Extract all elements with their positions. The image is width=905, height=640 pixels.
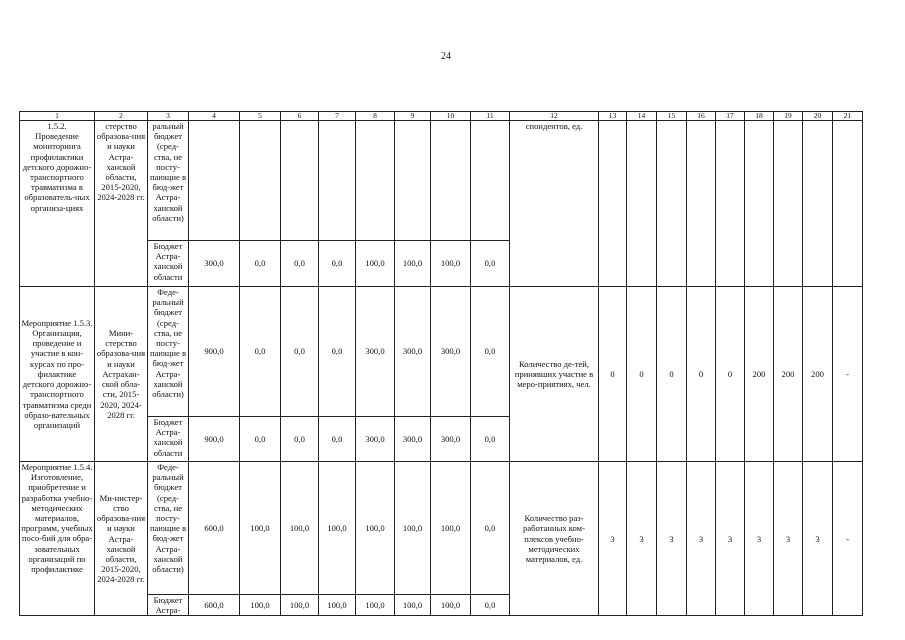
value-cell: 0,0 [471,462,510,595]
col-number: 5 [240,112,281,121]
indicator-value: 200 [745,287,774,462]
table-row [20,121,863,241]
indicator-value: 3 [774,462,803,616]
col-number: 20 [803,112,833,121]
value-cell: 100,0 [240,595,281,616]
table-row [20,287,863,417]
col-number: 1 [20,112,95,121]
indicator-value: 3 [599,462,627,616]
indicator-value: 3 [627,462,657,616]
col-number: 18 [745,112,774,121]
value-cell: 100,0 [281,595,319,616]
value-cell: 900,0 [189,287,240,417]
funding-source: Бюджет Астра- [148,595,189,616]
value-cell: 300,0 [431,417,471,462]
value-cell: 100,0 [431,462,471,595]
value-cell: 0,0 [240,417,281,462]
value-cell: 100,0 [356,241,395,287]
value-cell: 600,0 [189,462,240,595]
value-cell: 100,0 [356,462,395,595]
value-cell: 100,0 [356,595,395,616]
indicator-value: 0 [687,287,716,462]
value-cell: 100,0 [319,595,356,616]
funding-source: Феде-ральный бюджет (сред-ства, не посту-пающие в бюд-жет Астра-ханской области) [148,462,189,595]
value-cell: 100,0 [319,462,356,595]
indicator-value: 0 [657,287,687,462]
value-cell: 300,0 [356,417,395,462]
value-cell: 100,0 [395,595,431,616]
indicator-value: - [833,462,863,616]
col-number: 13 [599,112,627,121]
column-number-row [20,112,863,121]
value-cell: 100,0 [281,462,319,595]
table-row [20,462,863,595]
executor: Ми-нистер-ство образова-ния и науки Астра-ханской области, 2015-2020, 2024-2028 гг. [95,462,148,616]
indicator-name: спондентов, ед. [510,121,599,287]
funding-source: Бюджет Астра-ханской области [148,241,189,287]
col-number: 8 [356,112,395,121]
value-cell: 0,0 [240,287,281,417]
value-cell: 0,0 [281,241,319,287]
col-number: 12 [510,112,599,121]
col-number: 3 [148,112,189,121]
col-number: 7 [319,112,356,121]
indicator-value: 3 [687,462,716,616]
value-cell: 600,0 [189,595,240,616]
indicator-value: 3 [745,462,774,616]
indicator-value: 200 [803,287,833,462]
value-cell: 0,0 [281,287,319,417]
value-cell: 100,0 [240,462,281,595]
value-cell: 0,0 [319,417,356,462]
indicator-value: 0 [599,287,627,462]
col-number: 16 [687,112,716,121]
funding-source: Бюджет Астра-ханской области [148,417,189,462]
executor: Мини-стерство образова-ния и науки Астрахан-ской обла-сти, 2015-2020, 2024-2028 гг. [95,287,148,462]
col-number: 4 [189,112,240,121]
page-number: 24 [441,51,451,62]
value-cell: 0,0 [471,417,510,462]
event-name: Мероприятие 1.5.4. Изготовление, приобретение и разработка учебно-методических материалов, программ, учебных посо-бий для обра-зовательных организаций по профилактике [20,462,95,616]
value-cell: 300,0 [431,287,471,417]
value-cell: 100,0 [431,241,471,287]
value-cell: 100,0 [431,595,471,616]
value-cell: 300,0 [395,417,431,462]
value-cell: 0,0 [281,417,319,462]
value-cell: 0,0 [471,287,510,417]
indicator-value: 0 [716,287,745,462]
value-cell: 300,0 [395,287,431,417]
executor: стерство образова-ния и науки Астра-ханской области, 2015-2020, 2024-2028 гг. [95,121,148,287]
col-number: 14 [627,112,657,121]
col-number: 11 [471,112,510,121]
col-number: 2 [95,112,148,121]
indicator-value: 3 [716,462,745,616]
value-cell: 900,0 [189,417,240,462]
indicator-name: Количество де-тей, принявших участие в меро-приятиях, чел. [510,287,599,462]
value-cell: 300,0 [356,287,395,417]
value-cell: 100,0 [395,462,431,595]
indicator-value: 3 [657,462,687,616]
indicator-name: Количество раз-работанных ком-плексов учебно-методических материалов, ед. [510,462,599,616]
col-number: 6 [281,112,319,121]
event-name: Мероприятие 1.5.3. Организация, проведение и участие в кон-курсах по про-филактике детского дорожно-транспортного травматизма среди образо-вательных организаций [20,287,95,462]
value-cell: 100,0 [395,241,431,287]
funding-source: ральный бюджет (сред-ства, не посту-пающие в бюд-жет Астра-ханской области) [148,121,189,241]
indicator-value: 200 [774,287,803,462]
indicator-value: 0 [627,287,657,462]
value-cell: 0,0 [319,287,356,417]
col-number: 15 [657,112,687,121]
value-cell: 0,0 [319,241,356,287]
value-cell: 0,0 [471,595,510,616]
value-cell: 0,0 [240,241,281,287]
funding-source: Феде-ральный бюджет (сред-ства, не посту-пающие в бюд-жет Астра-ханской области) [148,287,189,417]
indicator-value: 3 [803,462,833,616]
col-number: 21 [833,112,863,121]
value-cell: 300,0 [189,241,240,287]
event-name: 1.5.2. Проведение мониторинга профилактики детского дорожно-транспортного травматизма в образователь-ных организа-циях [20,121,95,287]
indicator-value: - [833,287,863,462]
value-cell: 0,0 [471,241,510,287]
col-number: 19 [774,112,803,121]
col-number: 9 [395,112,431,121]
program-table [19,111,863,616]
col-number: 10 [431,112,471,121]
col-number: 17 [716,112,745,121]
